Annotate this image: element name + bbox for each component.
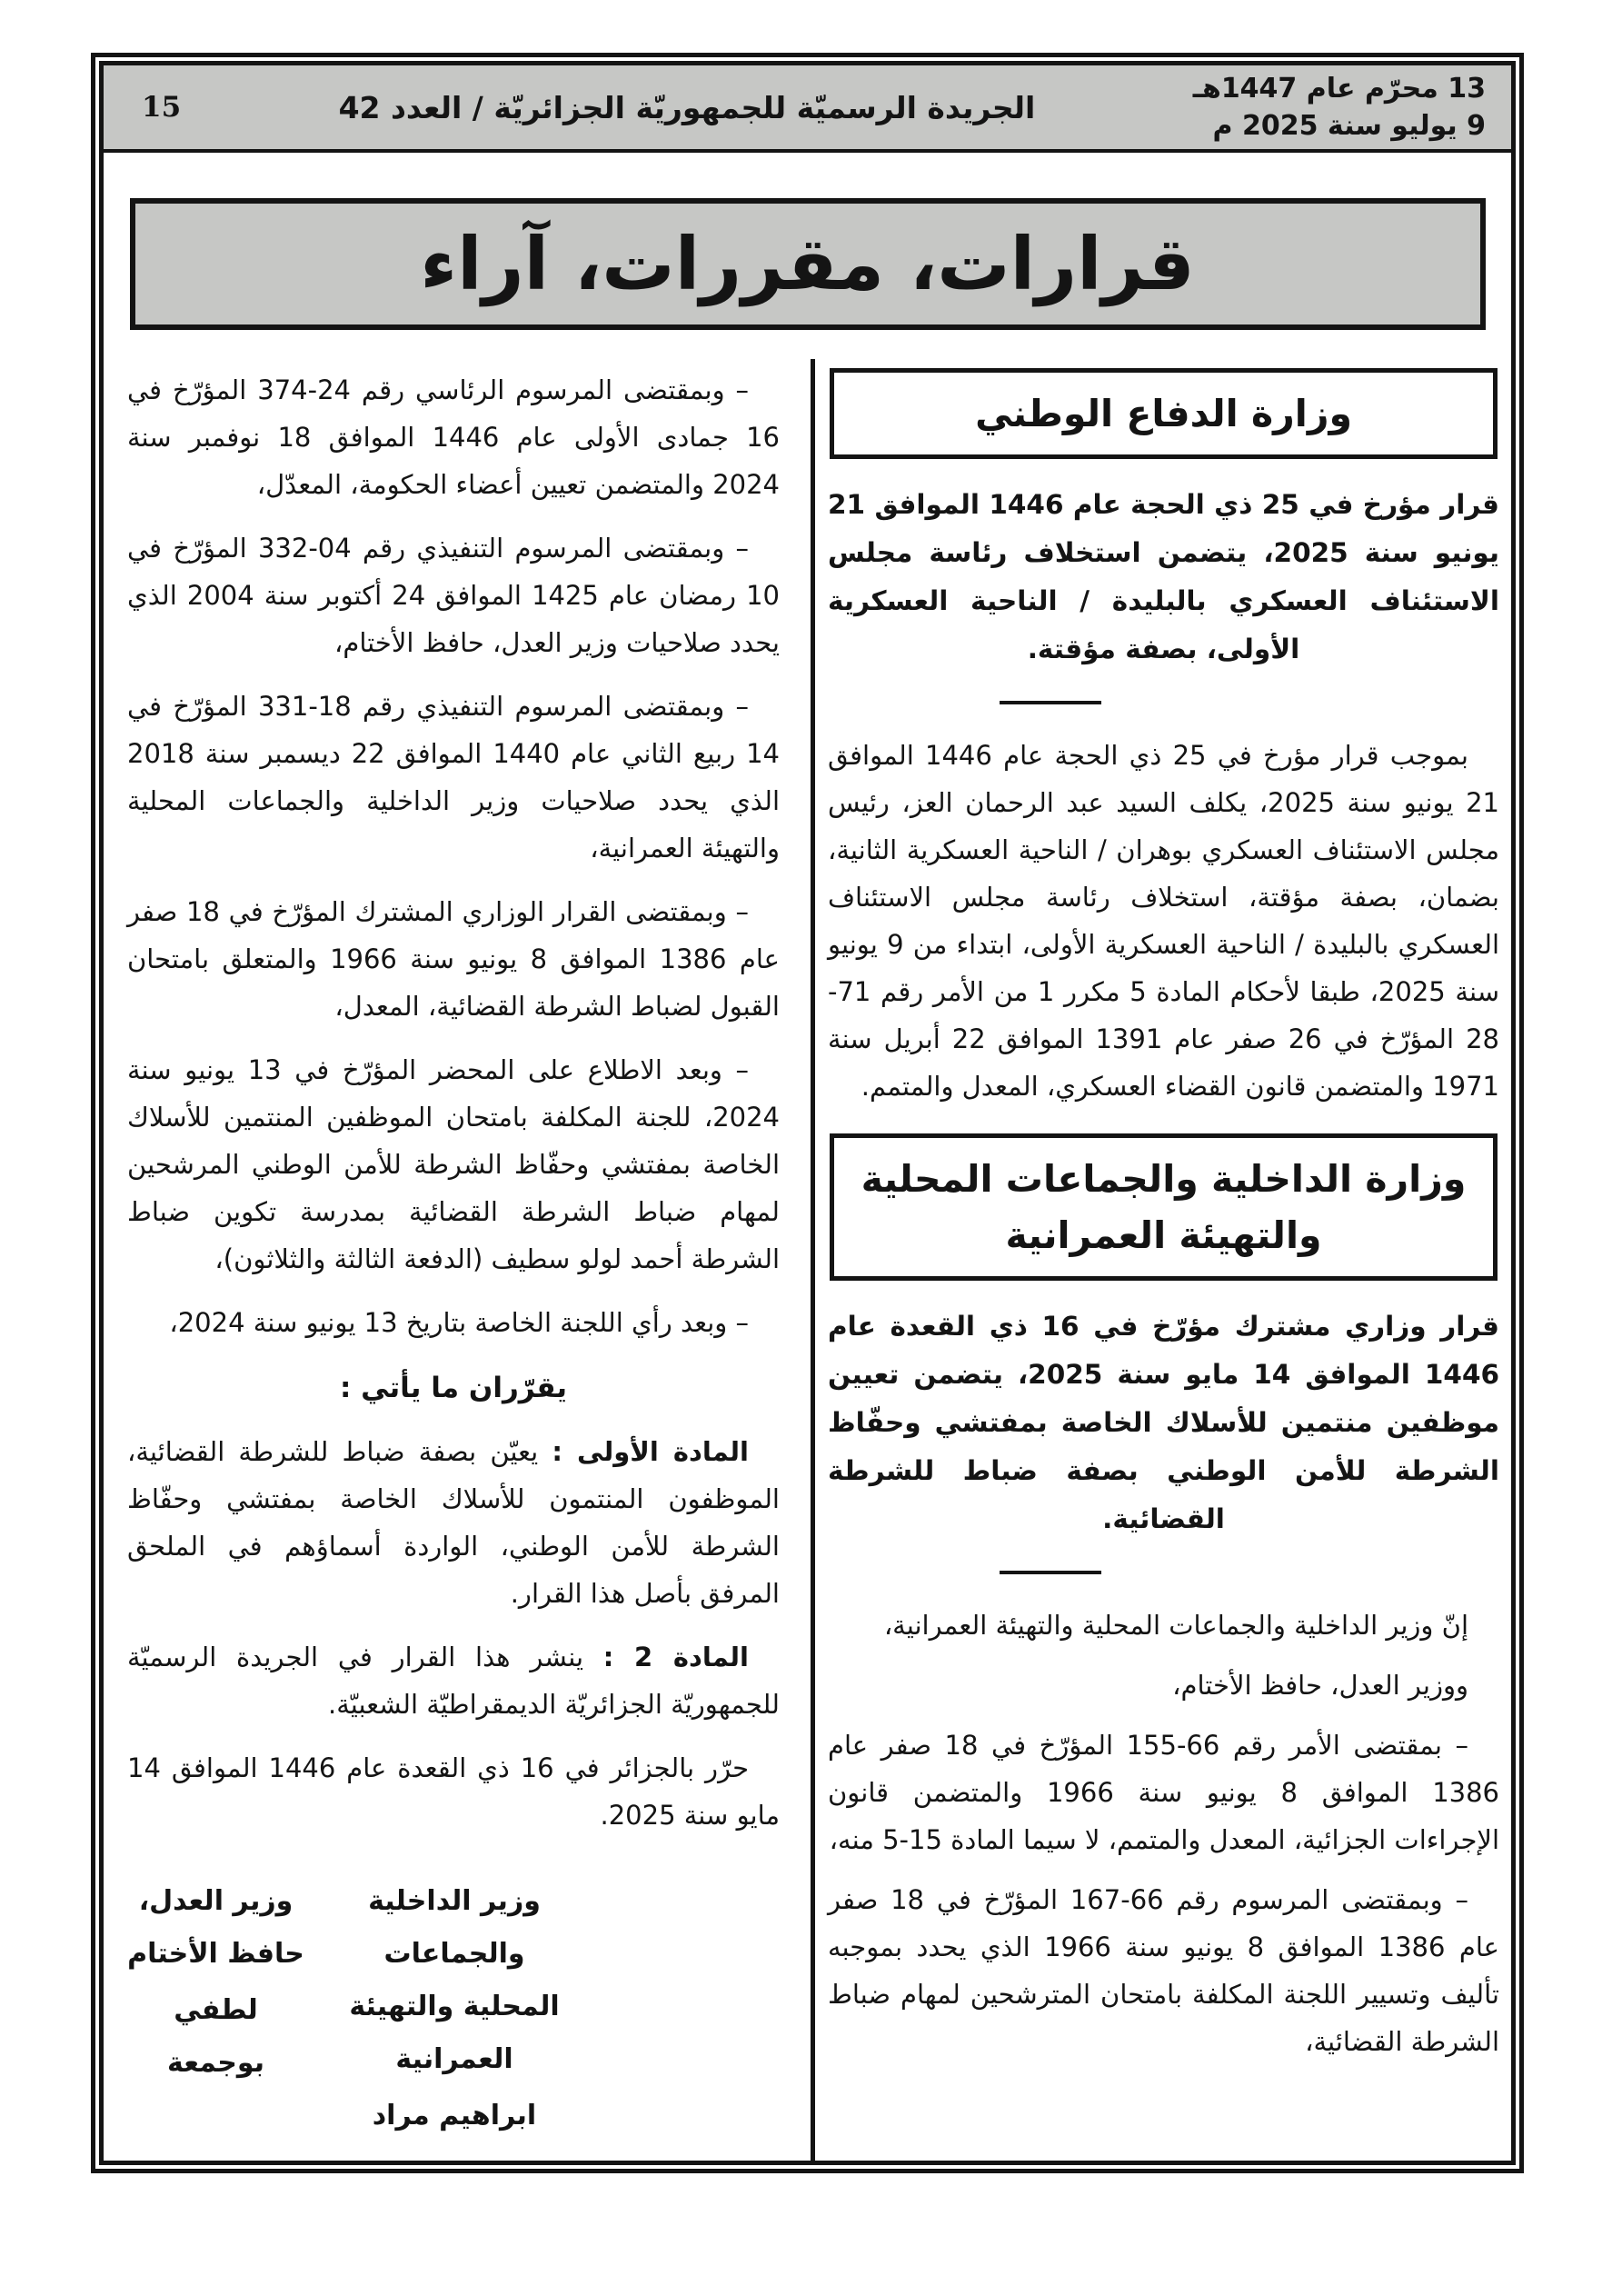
masthead bbox=[104, 65, 1511, 153]
visa-paragraph: – وبمقتضى المرسوم الرئاسي رقم 24-374 المؤرّخ في 16 جمادى الأولى عام 1446 الموافق 18 نوفمبر سنة 2024 والمتضمن تعيين أعضاء الحكومة، المعدّل، bbox=[127, 374, 780, 500]
signature-justice-minister bbox=[127, 1875, 304, 2090]
ministry-title: وزارة الدفاع الوطني bbox=[975, 392, 1352, 435]
article-text: ينشر هذا القرار في الجريدة الرسميّة للجمهوريّة الجزائريّة الديمقراطيّة الشعبيّة. bbox=[127, 1642, 780, 1720]
signature-interior-minister bbox=[313, 1875, 595, 2142]
journal-title: الجريدة الرسميّة للجمهوريّة الجزائريّة / العدد 42 bbox=[338, 89, 1036, 125]
enactment-line: يقرّران ما يأتي : bbox=[339, 1372, 568, 1404]
gregorian-date: 9 يوليو سنة 2025 م bbox=[1212, 110, 1486, 142]
columns bbox=[104, 359, 1511, 2161]
column-left bbox=[104, 359, 811, 2161]
signature-title-line: المحلية والتهيئة العمرانية bbox=[349, 1991, 560, 2075]
visa-paragraph: – وبمقتضى المرسوم التنفيذي رقم 18-331 المؤرّخ في 14 ربيع الثاني عام 1440 الموافق 22 ديسمبر سنة 2018 الذي يحدد صلاحيات وزير الداخلية والجماعات المحلية والتهيئة العمرانية، bbox=[127, 691, 780, 863]
ministry-title: وزارة الداخلية والجماعات المحلية والتهيئة العمرانية bbox=[861, 1157, 1467, 1257]
visa-paragraph: – وبمقتضى المرسوم رقم 66-167 المؤرّخ في 18 صفر عام 1386 الموافق 8 يونيو سنة 1966 الذي يحدد بموجبه تأليف وتسيير اللجنة المكلفة بامتحان المترشحين لمهام ضباط الشرطة القضائية، bbox=[828, 1884, 1499, 2057]
page-frame bbox=[91, 53, 1524, 2173]
section-banner bbox=[130, 198, 1486, 330]
visa-paragraph: – وبمقتضى القرار الوزاري المشترك المؤرّخ في 18 صفر عام 1386 الموافق 8 يونيو سنة 1966 والمتعلق بامتحان القبول لضباط الشرطة القضائية، المعدل، bbox=[127, 896, 780, 1022]
article-paragraph bbox=[127, 1633, 780, 1728]
banner-title: قرارات، مقررات، آراء bbox=[420, 222, 1195, 306]
signature-title-line: حافظ الأختام bbox=[127, 1938, 304, 1970]
decree-title: قرار وزاري مشترك مؤرّخ في 16 ذي القعدة عام 1446 الموافق 14 مايو سنة 2025، يتضمن تعيين موظفين منتمين للأسلاك الخاصة بمفتشي وحفّاظ الشرطة للأمن الوطني بصفة ضباط للشرطة القضائية. bbox=[828, 1311, 1499, 1534]
signature-name: لطفي بوجمعة bbox=[167, 1994, 264, 2079]
decree-title: قرار مؤرخ في 25 ذي الحجة عام 1446 الموافق 21 يونيو سنة 2025، يتضمن استخلاف رئاسة مجلس الاستئناف العسكري بالبليدة / الناحية العسكرية الأولى، بصفة مؤقتة. bbox=[828, 489, 1499, 664]
separator-rule bbox=[1000, 701, 1101, 704]
article-lead: المادة الأولى : bbox=[552, 1436, 749, 1467]
visa-paragraph: – وبعد الاطلاع على المحضر المؤرّخ في 13 يونيو سنة 2024، للجنة المكلفة بامتحان الموظفين المنتمين للأسلاك الخاصة بمفتشي وحفّاظ الشرطة للأمن الوطني المرشحين لمهام ضباط الشرطة القضائية بمدرسة تكوين ضباط الشرطة أحمد لولو سطيف (الدفعة الثالثة والثلاثون)، bbox=[127, 1054, 780, 1274]
signature-name: ابراهيم مراد bbox=[372, 2100, 537, 2131]
column-divider bbox=[811, 359, 815, 2161]
visa-paragraph: – وبعد رأي اللجنة الخاصة بتاريخ 13 يونيو سنة 2024، bbox=[169, 1307, 749, 1338]
visa-paragraph: – وبمقتضى المرسوم التنفيذي رقم 04-332 المؤرّخ في 10 رمضان عام 1425 الموافق 24 أكتوبر سنة 2004 الذي يحدد صلاحيات وزير العدل، حافظ الأختام، bbox=[127, 533, 780, 658]
article-text: يعيّن بصفة ضباط للشرطة القضائية، الموظفون المنتمون للأسلاك الخاصة بمفتشي وحفّاظ الشرطة للأمن الوطني، الواردة أسماؤهم في الملحق المرفق بأصل هذا القرار. bbox=[127, 1436, 780, 1609]
signatures bbox=[127, 1875, 780, 2131]
ministry-box-interior bbox=[830, 1133, 1498, 1281]
decree-body-paragraph: إنّ وزير الداخلية والجماعات المحلية والتهيئة العمرانية، bbox=[883, 1610, 1468, 1641]
signature-title-line: وزير الداخلية والجماعات bbox=[368, 1885, 541, 1970]
hijri-date: 13 محرّم عام 1447هـ bbox=[1192, 73, 1486, 105]
signature-title-line: وزير العدل، bbox=[138, 1885, 294, 1917]
article-lead: المادة 2 : bbox=[602, 1642, 749, 1672]
masthead-dates bbox=[1193, 70, 1486, 145]
ministry-box-defense bbox=[830, 368, 1498, 459]
column-right bbox=[815, 359, 1511, 2161]
decree-body-paragraph: بموجب قرار مؤرخ في 25 ذي الحجة عام 1446 الموافق 21 يونيو سنة 2025، يكلف السيد عبد الرحمان العز، رئيس مجلس الاستئناف العسكري بوهران / الناحية العسكرية الثانية، بضمان، بصفة مؤقتة، استخلاف رئاسة مجلس الاستئناف العسكري بالبليدة / الناحية العسكرية الأولى، ابتداء من 9 يونيو سنة 2025، طبقا لأحكام المادة 5 مكرر 1 من الأمر رقم 71-28 المؤرّخ في 26 صفر عام 1391 الموافق 22 أبريل سنة 1971 والمتضمن قانون القضاء العسكري، المعدل والمتمم. bbox=[828, 740, 1500, 1102]
article-paragraph bbox=[127, 1428, 780, 1617]
closing-paragraph: حرّر بالجزائر في 16 ذي القعدة عام 1446 الموافق 14 مايو سنة 2025. bbox=[127, 1752, 780, 1831]
decree-body-paragraph: ووزير العدل، حافظ الأختام، bbox=[1172, 1670, 1468, 1701]
page-number: 15 bbox=[142, 91, 182, 124]
visa-paragraph: – بمقتضى الأمر رقم 66-155 المؤرّخ في 18 صفر عام 1386 الموافق 8 يونيو سنة 1966 والمتضمن قانون الإجراءات الجزائية، المعدل والمتمم، لا سيما المادة 15-5 منه، bbox=[828, 1730, 1500, 1855]
separator-rule bbox=[1000, 1571, 1101, 1574]
